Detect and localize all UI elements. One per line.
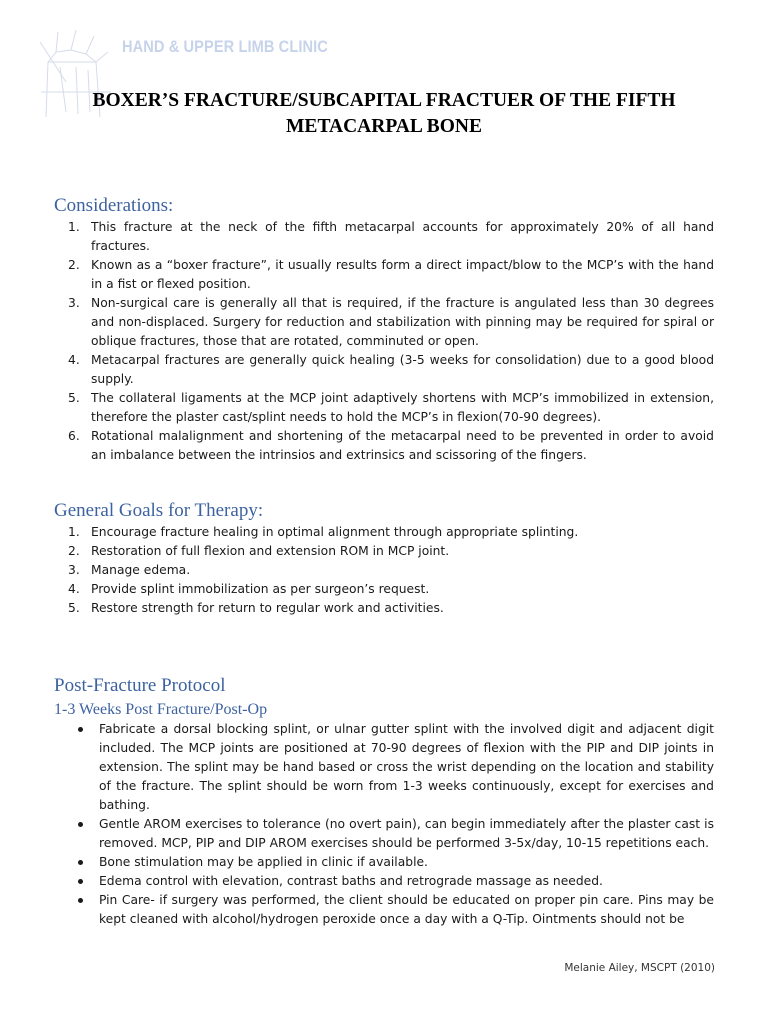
considerations-heading: Considerations: bbox=[54, 195, 174, 216]
list-item: 1. This fracture at the neck of the fifth metacarpal accounts for approximately 20% of all hand fractures. bbox=[68, 220, 714, 253]
list-item: 4. Metacarpal fractures are generally quick healing (3-5 weeks for consolidation) due to a good blood supply. bbox=[68, 353, 714, 386]
list-item: 4. Provide splint immobilization as per surgeon’s request. bbox=[68, 582, 430, 596]
list-item: 1. Encourage fracture healing in optimal alignment through appropriate splinting. bbox=[68, 525, 579, 539]
list-item: Pin Care- if surgery was performed, the client should be educated on proper pin care. Pins may be kept cleaned with alcohol/hydrogen peroxide once a day with a Q-Tip. Ointments should not be bbox=[54, 891, 714, 929]
list-item: 5. Restore strength for return to regular work and activities. bbox=[68, 601, 444, 615]
protocol-subheading: 1-3 Weeks Post Fracture/Post-Op bbox=[54, 701, 268, 718]
protocol-heading: Post-Fracture Protocol bbox=[54, 675, 226, 696]
title-line-1: BOXER’S FRACTURE/SUBCAPITAL FRACTUER OF THE FIFTH bbox=[92, 90, 676, 111]
list-item: 5. The collateral ligaments at the MCP joint adaptively shortens with MCP’s immobilized in extension, therefore the plaster cast/splint needs to hold the MCP’s in flexion(70-90 degrees). bbox=[68, 391, 714, 424]
list-item: Fabricate a dorsal blocking splint, or ulnar gutter splint with the involved digit and adjacent digit included. The MCP joints are positioned at 70-90 degrees of flexion with the PIP and DIP joints in extension. The splint may be hand based or cross the wrist depending on the location and stability of the fracture. The splint should be worn from 1-3 weeks continuously, except for exercises and bathing. bbox=[54, 720, 714, 815]
bullet-icon bbox=[78, 822, 83, 827]
list-item: Edema control with elevation, contrast baths and retrograde massage as needed. bbox=[54, 872, 714, 891]
considerations-list bbox=[54, 218, 714, 465]
bullet-icon bbox=[78, 860, 83, 865]
list-item: 3. Manage edema. bbox=[68, 563, 191, 577]
clinic-name: HAND & UPPER LIMB CLINIC bbox=[122, 37, 328, 56]
protocol-list bbox=[54, 720, 714, 929]
footer-author: Melanie Ailey, MSCPT (2010) bbox=[564, 962, 715, 974]
bullet-icon bbox=[78, 898, 83, 903]
document-title bbox=[60, 88, 708, 140]
title-line-2: METACARPAL BONE bbox=[286, 116, 482, 137]
bullet-icon bbox=[78, 727, 83, 732]
list-item: 2. Restoration of full flexion and extension ROM in MCP joint. bbox=[68, 544, 450, 558]
list-item: 3. Non-surgical care is generally all that is required, if the fracture is angulated less than 30 degrees and non-displaced. Surgery for reduction and stabilization with pinning may be required for spiral or oblique fractures, those that are rotated, comminuted or open. bbox=[68, 296, 714, 348]
list-item: 6. Rotational malalignment and shortening of the metacarpal need to be prevented in order to avoid an imbalance between the intrinsios and extrinsics and scissoring of the fingers. bbox=[68, 429, 714, 462]
list-item: 2. Known as a “boxer fracture”, it usually results form a direct impact/blow to the MCP’s with the hand in a fist or flexed position. bbox=[68, 258, 714, 291]
goals-heading: General Goals for Therapy: bbox=[54, 500, 264, 521]
list-item: Bone stimulation may be applied in clinic if available. bbox=[54, 853, 714, 872]
list-item: Gentle AROM exercises to tolerance (no overt pain), can begin immediately after the plaster cast is removed. MCP, PIP and DIP AROM exercises should be performed 3-5x/day, 10-15 repetitions each. bbox=[54, 815, 714, 853]
goals-list bbox=[54, 523, 714, 618]
bullet-icon bbox=[78, 879, 83, 884]
